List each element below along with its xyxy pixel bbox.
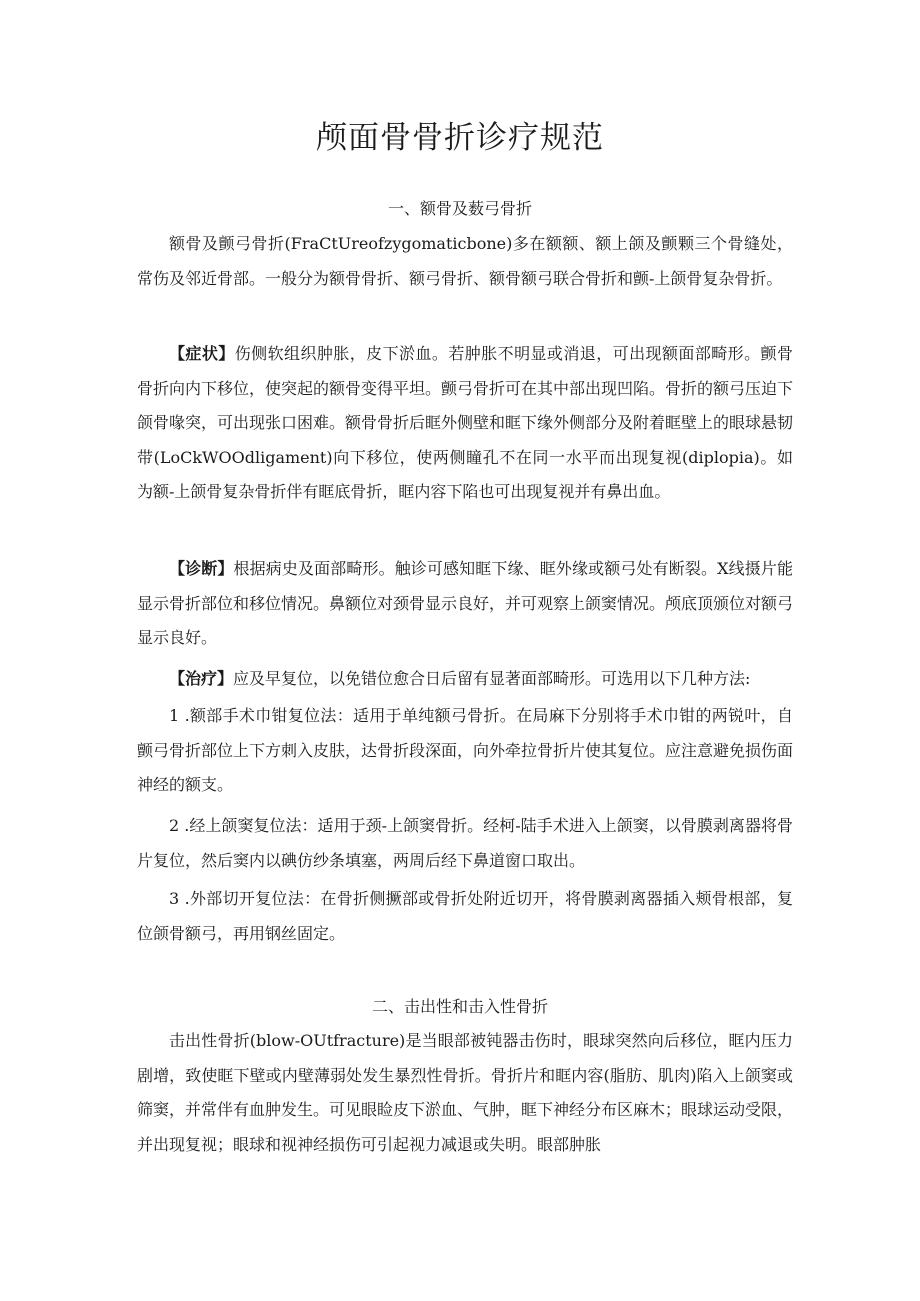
section1-intro-paragraph: 额骨及颤弓骨折(FraCtUreofzygomaticbone)多在额额、额上颌及颤颗三个骨缝处，常伤及邻近骨部。一般分为额骨骨折、额弓骨折、额骨额弓联合骨折和颤-上颌骨复杂骨折。 [137,234,793,288]
diagnosis-paragraph [137,552,793,656]
diagnosis-text: 根据病史及面部畸形。触诊可感知眶下缘、眶外缘或额弓处有断裂。X线摄片能显示骨折部位和移位情况。鼻额位对颈骨显示良好，并可观察上颌窦情况。颅底顶颁位对额弓显示良好。 [137,559,794,647]
method-item-3: 3 .外部切开复位法：在骨折侧撅部或骨折处附近切开，将骨膜剥离器插入颊骨根部，复位颌骨额弓，再用钢丝固定。 [137,889,793,943]
diagnosis-tag: 【诊断】 [169,559,234,578]
symptoms-text: 伤侧软组织肿胀，皮下淤血。若肿胀不明显或消退，可出现额面部畸形。颤骨骨折向内下移位，使突起的额骨变得平坦。颤弓骨折可在其中部出现凹陷。骨折的额弓压迫下颌骨喙突，可出现张口困难。额骨骨折后眶外侧壁和眶下缘外侧部分及附着眶壁上的眼球悬韧带(LoCkWOOdligament)向下移位，使两侧瞳孔不在同一水平而出现复视(diplopia)。如为额-上颌骨复杂骨折伴有眶底骨折，眶内容下陷也可出现复视并有鼻出血。 [137,344,794,501]
treatment-text: 应及早复位，以免错位愈合日后留有显著面部畸形。可选用以下几种方法: [233,669,751,688]
section-heading-1: 一、额骨及薮弓骨折 [387,199,532,218]
treatment-tag: 【治疗】 [169,669,234,688]
section2-intro-paragraph: 击出性骨折(blow-OUtfracture)是当眼部被钝器击伤时，眼球突然向后移位，眶内压力剧增，致使眶下壁或内壁薄弱处发生暴烈性骨折。骨折片和眶内容(脂肪、肌肉)陷入上颌窦或筛窦，并常伴有血肿发生。可见眼睑皮下淤血、气肿，眶下神经分布区麻木；眼球运动受限，并出现复视；眼球和视神经损伤可引起视力减退或失明。眼部肿胀 [137,1031,794,1154]
section-heading-2: 二、击出性和击入性骨折 [371,997,548,1016]
symptoms-paragraph [137,337,793,510]
treatment-paragraph [137,662,793,697]
document-title: 颅面骨骨折诊疗规范 [316,120,604,156]
method-item-2: 2 .经上颌窦复位法：适用于颈-上颌窦骨折。经柯-陆手术进入上颌窦，以骨膜剥离器将骨片复位，然后窦内以碘仿纱条填塞，两周后经下鼻道窗口取出。 [137,816,793,870]
symptoms-tag: 【症状】 [169,344,235,363]
method-item-1: 1 .额部手术巾钳复位法：适用于单纯额弓骨折。在局麻下分别将手术巾钳的两锐叶，自颤弓骨折部位上下方刺入皮肤，达骨折段深面，向外牵拉骨折片使其复位。应注意避免损伤面神经的额支。 [137,706,794,794]
